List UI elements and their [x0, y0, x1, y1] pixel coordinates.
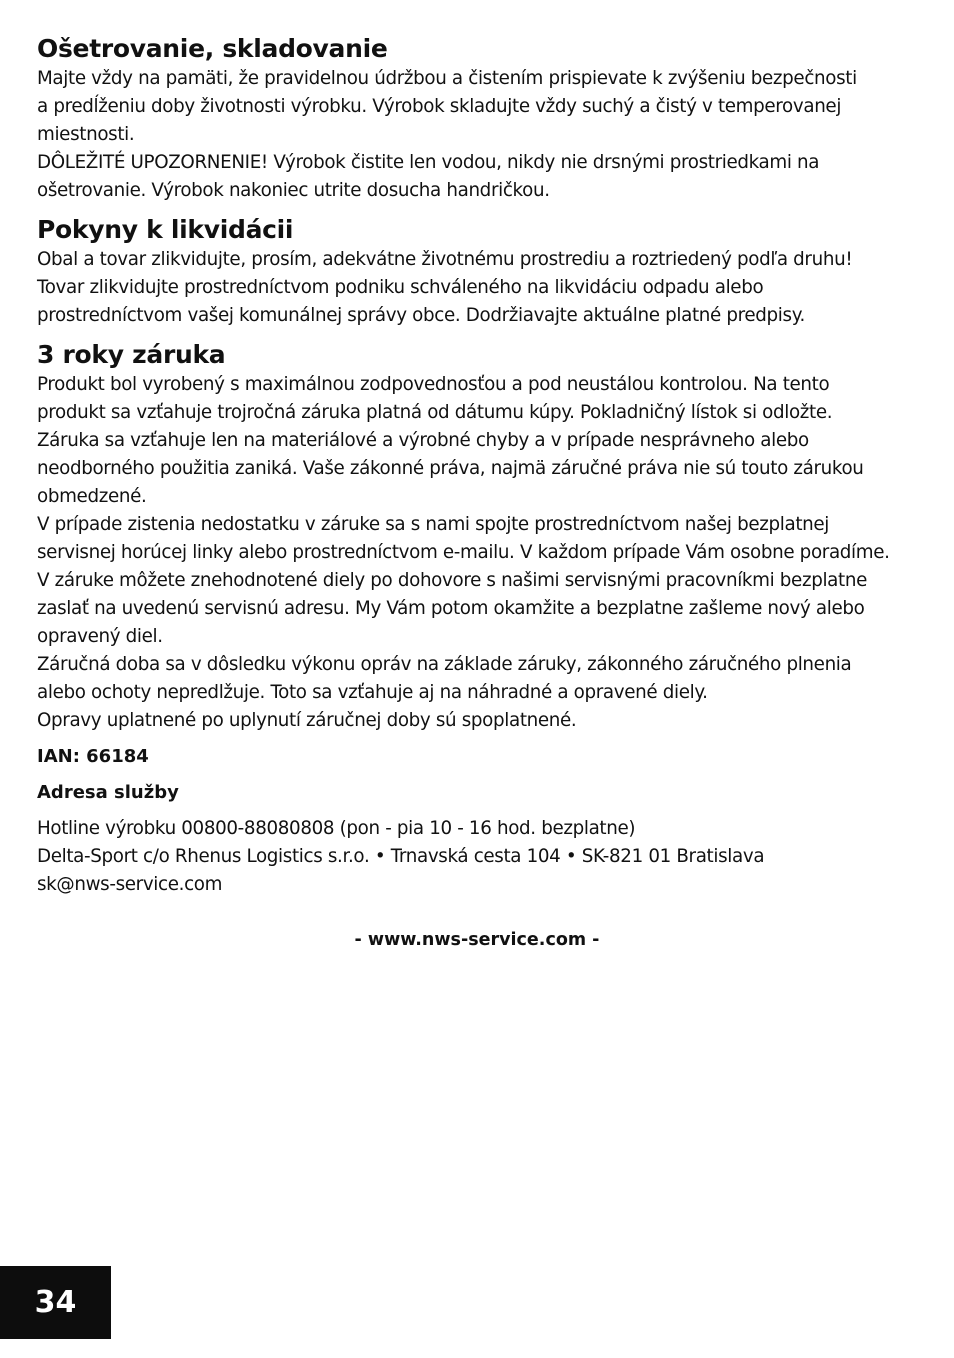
page-content [37, 33, 922, 954]
care-line: ošetrovanie. Výrobok nakoniec utrite dosucha handričkou. [37, 180, 550, 201]
care-line: DÔLEŽITÉ UPOZORNENIE! Výrobok čistite len vodou, nikdy nie drsnými prostriedkami na [37, 152, 820, 173]
warranty-line: Opravy uplatnené po uplynutí záručnej doby sú spoplatnené. [37, 710, 577, 731]
service-address-block [37, 815, 922, 899]
service-hotline: Hotline výrobku 00800-88080808 (pon - pia 10 - 16 hod. bezplatne) [37, 818, 636, 839]
care-line: miestnosti. [37, 124, 135, 145]
warranty-line: zaslať na uvedenú servisnú adresu. My Vám potom okamžite a bezplatne zašleme nový alebo [37, 598, 865, 619]
disposal-line: Tovar zlikvidujte prostredníctvom podniku schváleného na likvidáciu odpadu alebo [37, 277, 764, 298]
ian-number: IAN: 66184 [37, 746, 149, 767]
warranty-line: Záručná doba sa v dôsledku výkonu opráv na základe záruky, zákonného záručného plnenia [37, 654, 852, 675]
warranty-heading: 3 roky záruka [37, 340, 226, 369]
warranty-line: Záruka sa vzťahuje len na materiálové a výrobné chyby a v prípade nesprávneho alebo [37, 430, 809, 451]
warranty-line: servisnej horúcej linky alebo prostredníctvom e-mailu. V každom prípade Vám osobne poradíme. [37, 542, 890, 563]
care-line: a predĺženiu doby životnosti výrobku. Výrobok skladujte vždy suchý a čistý v temperovanej [37, 96, 842, 117]
warranty-line: V záruke môžete znehodnotené diely po dohovore s našimi servisnými pracovníkmi bezplatne [37, 570, 867, 591]
warranty-line: obmedzené. [37, 486, 147, 507]
warranty-line: produkt sa vzťahuje trojročná záruka platná od dátumu kúpy. Pokladničný lístok si odložte. [37, 402, 833, 423]
disposal-line: prostredníctvom vašej komunálnej správy obce. Dodržiavajte aktuálne platné predpisy. [37, 305, 806, 326]
warranty-line: Produkt bol vyrobený s maximálnou zodpovednosťou a pod neustálou kontrolou. Na tento [37, 374, 830, 395]
care-line: Majte vždy na pamäti, že pravidelnou údržbou a čistením prispievate k zvýšeniu bezpečnosti [37, 68, 857, 89]
warranty-line: neodborného použitia zaniká. Vaše zákonné práva, najmä záručné práva nie sú touto zárukou [37, 458, 864, 479]
website-link[interactable]: - www.nws-service.com - [354, 930, 600, 950]
disposal-heading: Pokyny k likvidácii [37, 215, 294, 244]
service-address-heading: Adresa služby [37, 782, 179, 803]
page-number: 34 [0, 1266, 111, 1339]
service-address: Delta-Sport c/o Rhenus Logistics s.r.o. • Trnavská cesta 104 • SK-821 01 Bratislava [37, 846, 765, 867]
warranty-line: V prípade zistenia nedostatku v záruke sa s nami spojte prostredníctvom našej bezplatnej [37, 514, 830, 535]
warranty-line: alebo ochoty nepredlžuje. Toto sa vzťahuje aj na náhradné a opravené diely. [37, 682, 708, 703]
warranty-line: opravený diel. [37, 626, 163, 647]
care-heading: Ošetrovanie, skladovanie [37, 34, 388, 63]
disposal-line: Obal a tovar zlikvidujte, prosím, adekvátne životnému prostrediu a roztriedený podľa druhu! [37, 249, 853, 270]
service-email: sk@nws-service.com [37, 874, 223, 895]
